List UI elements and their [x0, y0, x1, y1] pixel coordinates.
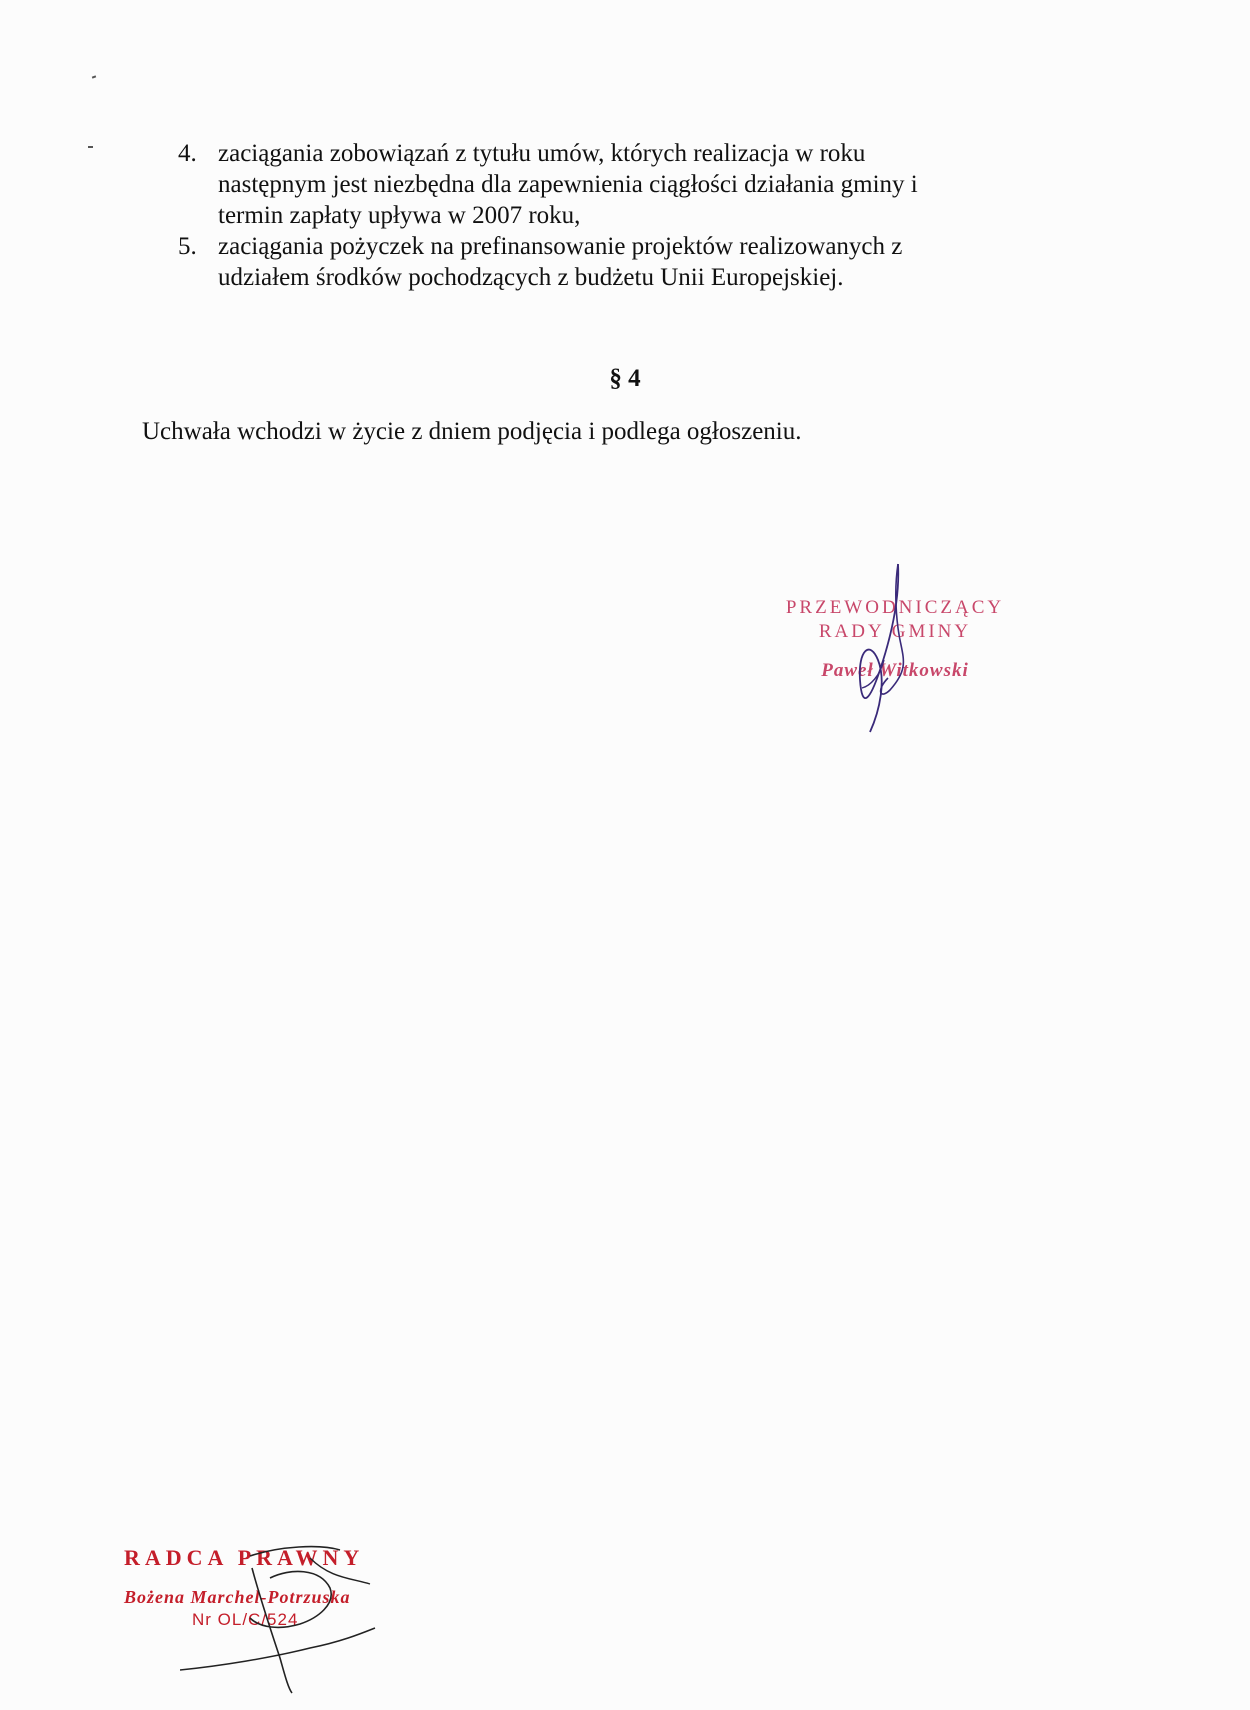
list-number: 5. — [178, 233, 197, 260]
stamp-name: Bożena Marchel-Potrzuska — [124, 1587, 351, 1607]
list-item-line: zaciągania zobowiązań z tytułu umów, których realizacja w roku — [218, 140, 866, 167]
list-item-line: termin zapłaty upływa w 2007 roku, — [218, 202, 581, 229]
numbered-list — [178, 138, 1078, 293]
scan-speck — [92, 75, 96, 78]
scan-speck — [88, 146, 93, 148]
list-number: 4. — [178, 140, 197, 167]
stamp-name: Paweł Witkowski — [821, 660, 969, 681]
list-item-line: następnym jest niezbędna dla zapewnienia ciągłości działania gminy i — [218, 171, 918, 198]
list-item-line: zaciągania pożyczek na prefinansowanie projektów realizowanych z — [218, 233, 903, 260]
legal-counsel-signature — [180, 1538, 380, 1698]
list-item-line: udziałem środków pochodzących z budżetu Unii Europejskiej. — [218, 264, 844, 291]
chairman-signature — [840, 560, 940, 740]
section-text: Uchwała wchodzi w życie z dniem podjęcia i podlega ogłoszeniu. — [142, 418, 802, 445]
stamp-number: Nr OL/C/524 — [192, 1610, 299, 1629]
stamp-title: PRZEWODNICZĄCY — [785, 597, 1005, 618]
list-item-4 — [178, 138, 1078, 231]
section-heading: § 4 — [609, 365, 641, 392]
stamp-title: RADCA PRAWNY — [124, 1545, 365, 1570]
list-item-5 — [178, 231, 1078, 293]
stamp-subtitle: RADY GMINY — [818, 621, 972, 642]
